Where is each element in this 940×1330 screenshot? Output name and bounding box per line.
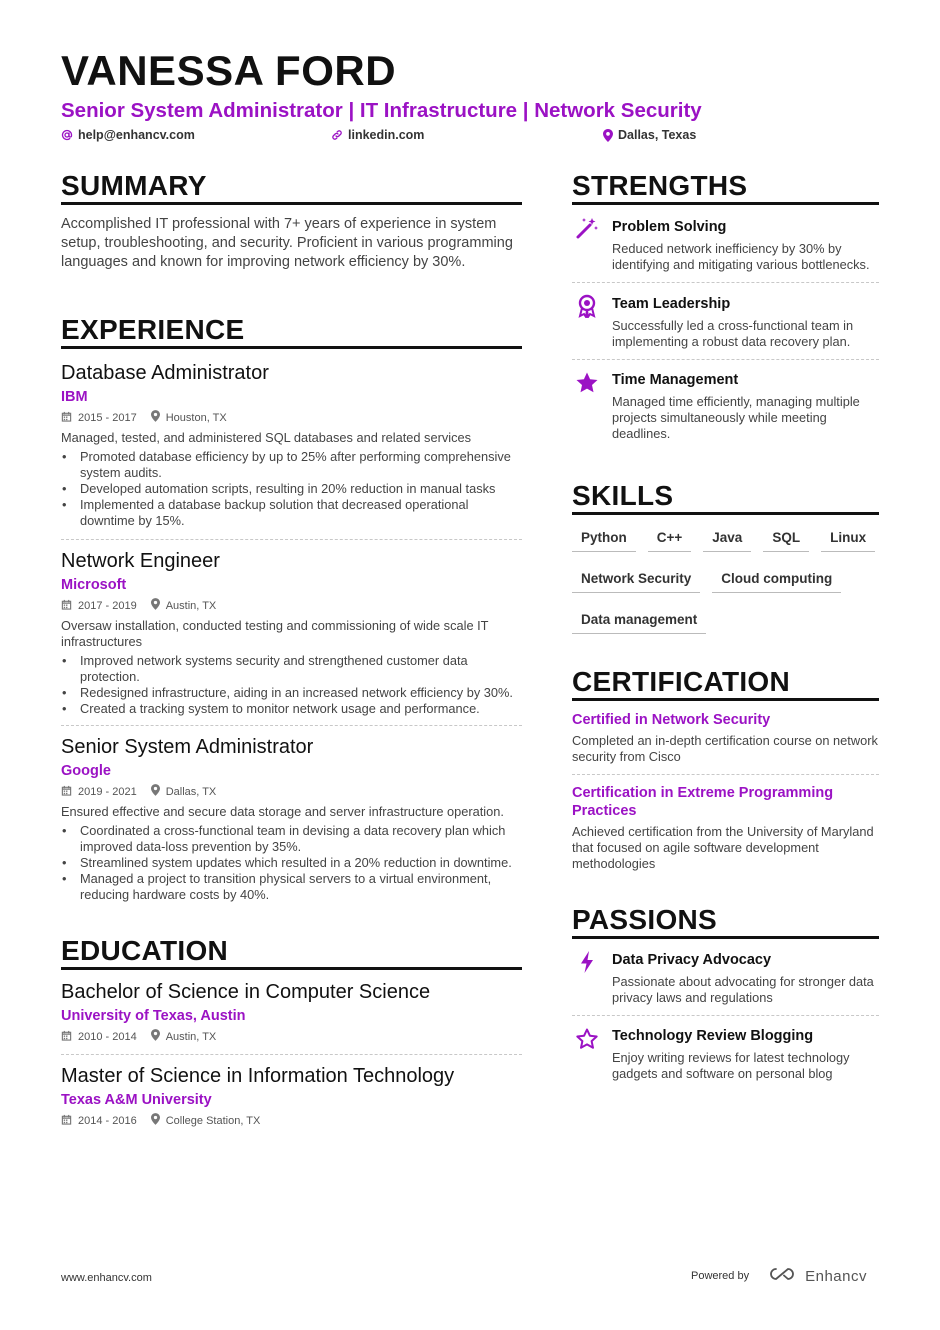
degree-title: Master of Science in Information Technology xyxy=(61,1065,455,1087)
education-dates: 2014 - 2016 xyxy=(78,1115,137,1127)
job-bullets xyxy=(61,449,522,529)
skill-tag: Data management xyxy=(572,611,706,634)
map-pin-icon xyxy=(151,1029,160,1045)
education-location: Austin, TX xyxy=(165,1031,217,1043)
job-bullet: • Coordinated a cross-functional team in devising a data recovery plan which improved data-loss prevention by 35%. xyxy=(61,823,522,855)
job-entry xyxy=(61,549,522,726)
footer-website[interactable]: www.enhancv.com xyxy=(61,1272,152,1284)
calendar-icon xyxy=(61,1030,72,1045)
map-pin-icon xyxy=(151,784,160,800)
job-bullet: • Managed a project to transition physical servers to a virtual environment, reducing hardware costs by 40%. xyxy=(61,871,522,903)
experience-heading: EXPERIENCE xyxy=(61,316,522,349)
company-name: Microsoft xyxy=(61,577,127,593)
passion-description: Passionate about advocating for stronger data privacy laws and regulations xyxy=(612,974,874,1005)
job-description: Ensured effective and secure data storage and server infrastructure operation. xyxy=(61,804,504,819)
job-bullets xyxy=(61,823,522,903)
job-bullets xyxy=(61,653,522,717)
passion-title: Data Privacy Advocacy xyxy=(612,952,772,968)
job-title: Network Engineer xyxy=(61,550,220,572)
school-name: Texas A&M University xyxy=(61,1092,212,1108)
award-ribbon-icon xyxy=(574,293,600,319)
education-meta xyxy=(61,1029,522,1045)
skill-tag: Network Security xyxy=(572,570,700,593)
job-meta xyxy=(61,410,522,426)
passions-section xyxy=(572,906,879,1082)
job-title: Database Administrator xyxy=(61,362,269,384)
certification-item xyxy=(572,784,879,872)
job-meta xyxy=(61,598,522,614)
enhancv-logo-icon xyxy=(767,1266,799,1286)
job-bullet: • Improved network systems security and strengthened customer data protection. xyxy=(61,653,522,685)
certification-title: Certified in Network Security xyxy=(572,712,771,728)
skill-tag: SQL xyxy=(763,529,809,552)
skills-list xyxy=(572,529,879,634)
candidate-name: VANESSA FORD xyxy=(61,47,397,94)
calendar-icon xyxy=(61,785,72,800)
strength-description: Managed time efficiently, managing multiple projects simultaneously while meeting deadlines. xyxy=(612,394,860,441)
contact-linkedin[interactable] xyxy=(331,128,424,142)
skill-tag: Linux xyxy=(821,529,875,552)
certification-section xyxy=(572,668,879,872)
contact-location xyxy=(603,128,696,142)
skill-tag: Python xyxy=(572,529,636,552)
job-entry xyxy=(61,361,522,540)
skill-tag: Java xyxy=(703,529,751,552)
job-description: Oversaw installation, conducted testing and commissioning of wide scale IT infrastructures xyxy=(61,618,489,649)
strength-item xyxy=(572,283,879,360)
passion-item xyxy=(572,1016,879,1082)
job-bullet: • Created a tracking system to monitor network usage and performance. xyxy=(61,701,522,717)
strength-title: Time Management xyxy=(612,372,739,388)
passions-heading: PASSIONS xyxy=(572,906,879,939)
powered-by-text: Powered by xyxy=(691,1270,750,1282)
brand-name: Enhancv xyxy=(805,1267,867,1285)
certification-item xyxy=(572,711,879,775)
certification-description: Achieved certification from the University of Maryland that focused on agile software development methodologies xyxy=(572,824,874,871)
job-dates: 2015 - 2017 xyxy=(78,412,137,424)
strengths-heading: STRENGTHS xyxy=(572,172,879,205)
calendar-icon xyxy=(61,1114,72,1129)
skills-heading: SKILLS xyxy=(572,482,879,515)
linkedin-text: linkedin.com xyxy=(348,128,425,142)
calendar-icon xyxy=(61,599,72,614)
job-meta xyxy=(61,784,522,800)
skills-section xyxy=(572,482,879,634)
job-description: Managed, tested, and administered SQL databases and related services xyxy=(61,430,471,445)
summary-text: Accomplished IT professional with 7+ years of experience in system setup, troubleshooting, and security. Proficient in various programming languages and known for improving network efficiency by 30%. xyxy=(61,216,513,270)
brand-logo[interactable] xyxy=(767,1266,867,1286)
job-location: Dallas, TX xyxy=(165,786,217,798)
job-dates: 2017 - 2019 xyxy=(78,600,137,612)
education-meta xyxy=(61,1113,522,1129)
job-dates: 2019 - 2021 xyxy=(78,786,137,798)
skill-tag: C++ xyxy=(648,529,692,552)
company-name: IBM xyxy=(61,389,88,405)
summary-heading: SUMMARY xyxy=(61,172,522,205)
job-bullet: • Implemented a database backup solution that decreased operational downtime by 15%. xyxy=(61,497,522,529)
education-entry xyxy=(61,980,522,1055)
right-column xyxy=(572,172,879,1082)
candidate-headline: Senior System Administrator | IT Infrastructure | Network Security xyxy=(61,99,702,122)
job-bullet: • Promoted database efficiency by up to 25% after performing comprehensive system audits. xyxy=(61,449,522,481)
link-icon xyxy=(331,129,343,141)
map-pin-icon xyxy=(603,129,613,142)
map-pin-icon xyxy=(151,598,160,614)
strength-description: Successfully led a cross-functional team in implementing a robust data recovery plan. xyxy=(612,318,854,349)
education-entry xyxy=(61,1064,522,1129)
skill-tag: Cloud computing xyxy=(712,570,841,593)
strength-item xyxy=(572,360,879,448)
email-text: help@enhancv.com xyxy=(78,128,195,142)
contact-email[interactable] xyxy=(61,128,195,142)
passion-item xyxy=(572,939,879,1016)
experience-section xyxy=(61,316,522,903)
passion-description: Enjoy writing reviews for latest technology gadgets and software on personal blog xyxy=(612,1050,850,1081)
summary-section xyxy=(61,172,522,272)
job-entry xyxy=(61,735,522,903)
certification-title: Certification in Extreme Programming Practices xyxy=(572,785,834,819)
strength-item xyxy=(572,205,879,283)
strengths-section xyxy=(572,172,879,448)
certification-heading: CERTIFICATION xyxy=(572,668,879,701)
degree-title: Bachelor of Science in Computer Science xyxy=(61,981,431,1003)
star-icon xyxy=(574,370,600,396)
magic-wand-icon xyxy=(574,215,600,241)
calendar-icon xyxy=(61,411,72,426)
star-outline-icon xyxy=(574,1026,600,1052)
job-bullet: • Redesigned infrastructure, aiding in an increased network efficiency by 30%. xyxy=(61,685,522,701)
job-location: Houston, TX xyxy=(165,412,227,424)
map-pin-icon xyxy=(151,410,160,426)
job-title: Senior System Administrator xyxy=(61,736,314,758)
map-pin-icon xyxy=(151,1113,160,1129)
job-bullet: • Streamlined system updates which resulted in a 20% reduction in downtime. xyxy=(61,855,522,871)
education-location: College Station, TX xyxy=(165,1115,261,1127)
education-section xyxy=(61,937,522,1129)
job-bullet: • Developed automation scripts, resulting in 20% reduction in manual tasks xyxy=(61,481,522,497)
certification-description: Completed an in-depth certification course on network security from Cisco xyxy=(572,733,878,764)
left-column xyxy=(61,172,522,1129)
passion-title: Technology Review Blogging xyxy=(612,1028,814,1044)
strength-description: Reduced network inefficiency by 30% by identifying and mitigating various bottlenecks. xyxy=(612,241,870,272)
at-sign-icon xyxy=(61,129,73,141)
strength-title: Team Leadership xyxy=(612,296,731,312)
footer-branding xyxy=(691,1266,867,1286)
school-name: University of Texas, Austin xyxy=(61,1008,246,1024)
lightning-bolt-icon xyxy=(574,949,600,975)
education-dates: 2010 - 2014 xyxy=(78,1031,137,1043)
strength-title: Problem Solving xyxy=(612,219,727,235)
company-name: Google xyxy=(61,763,111,779)
location-text: Dallas, Texas xyxy=(618,128,697,142)
education-heading: EDUCATION xyxy=(61,937,522,970)
job-location: Austin, TX xyxy=(165,600,217,612)
